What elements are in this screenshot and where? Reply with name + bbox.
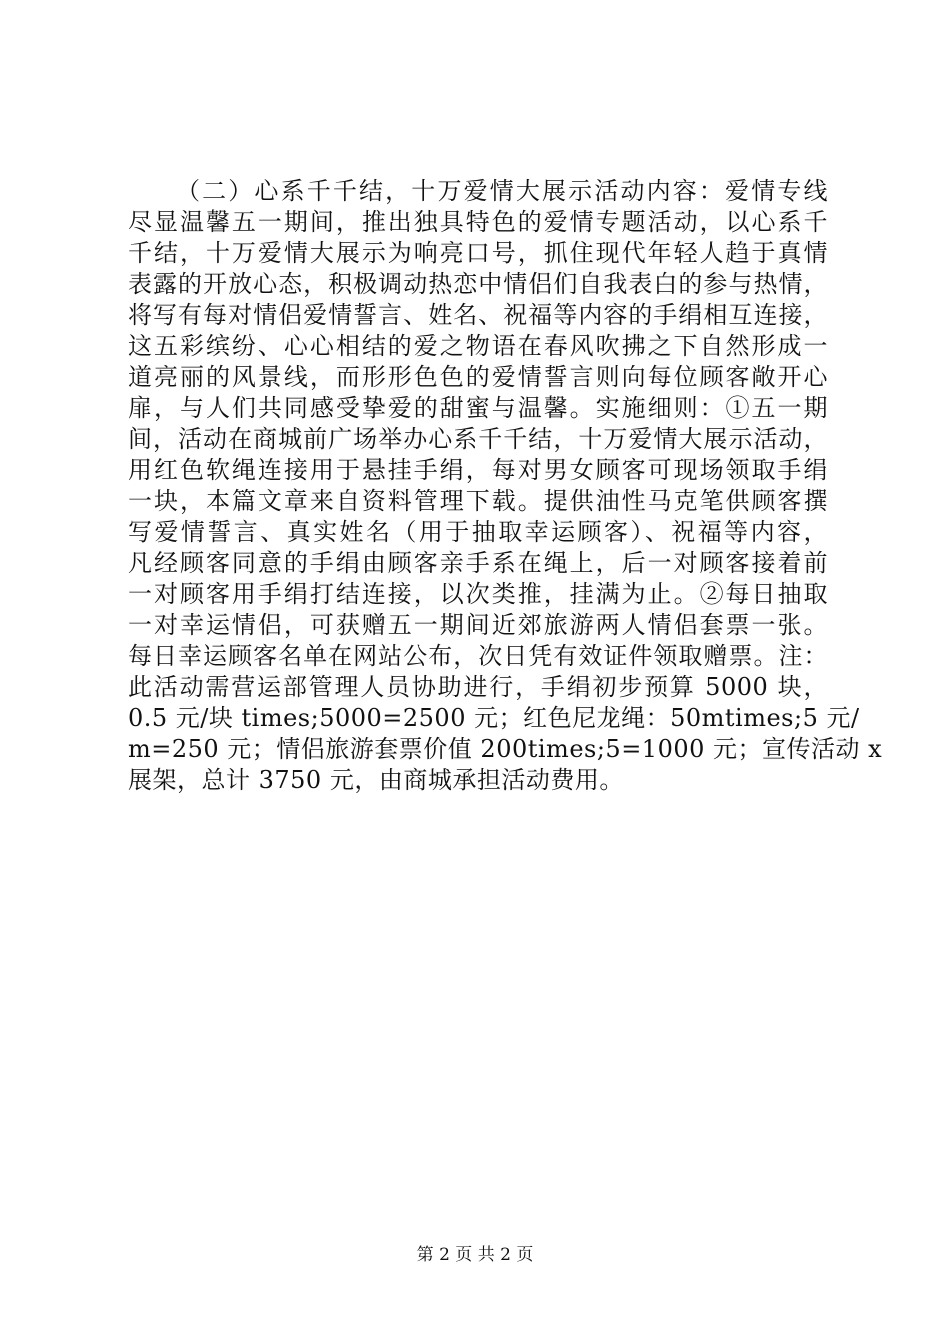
paragraph-line: 表露的开放心态，积极调动热恋中情侣们自我表白的参与热情， [128, 270, 828, 298]
paragraph-line: 一块，本篇文章来自资料管理下载。提供油性马克笔供顾客撰 [128, 487, 828, 515]
paragraph-line: 0.5 元/块 times;5000=2500 元；红色尼龙绳：50mtimes;5 元/ [128, 704, 860, 732]
paragraph-line: 展架，总计 3750 元，由商城承担活动费用。 [128, 766, 624, 794]
paragraph-line: 间，活动在商城前广场举办心系千千结，十万爱情大展示活动， [128, 425, 828, 453]
paragraph-line: 一对顾客用手绢打结连接，以次类推，挂满为止。②每日抽取 [128, 580, 828, 608]
paragraph-line: （二）心系千千结，十万爱情大展示活动内容：爱情专线 [176, 177, 828, 205]
paragraph-line: 扉，与人们共同感受挚爱的甜蜜与温馨。实施细则：①五一期 [128, 394, 828, 422]
paragraph-line: m=250 元；情侣旅游套票价值 200times;5=1000 元；宣传活动 x [128, 735, 883, 763]
paragraph-line: 千结，十万爱情大展示为响亮口号，抓住现代年轻人趋于真情 [128, 239, 828, 267]
paragraph-line: 将写有每对情侣爱情誓言、姓名、祝福等内容的手绢相互连接， [128, 301, 828, 329]
paragraph-line: 用红色软绳连接用于悬挂手绢，每对男女顾客可现场领取手绢 [128, 456, 828, 484]
paragraph-line: 凡经顾客同意的手绢由顾客亲手系在绳上，后一对顾客接着前 [128, 549, 828, 577]
paragraph-line: 一对幸运情侣，可获赠五一期间近郊旅游两人情侣套票一张。 [128, 611, 828, 639]
paragraph-line: 每日幸运顾客名单在网站公布，次日凭有效证件领取赠票。注： [128, 642, 828, 670]
paragraph-line: 道亮丽的风景线，而形形色色的爱情誓言则向每位顾客敞开心 [128, 363, 828, 391]
paragraph-line: 这五彩缤纷、心心相结的爱之物语在春风吹拂之下自然形成一 [128, 332, 828, 360]
page-number-footer: 第 2 页 共 2 页 [416, 1245, 534, 1265]
paragraph-line: 尽显温馨五一期间，推出独具特色的爱情专题活动，以心系千 [128, 208, 828, 236]
paragraph-line: 此活动需营运部管理人员协助进行，手绢初步预算 5000 块， [128, 673, 828, 701]
paragraph-line: 写爱情誓言、真实姓名（用于抽取幸运顾客）、祝福等内容， [128, 518, 828, 546]
body-paragraph [128, 176, 883, 796]
